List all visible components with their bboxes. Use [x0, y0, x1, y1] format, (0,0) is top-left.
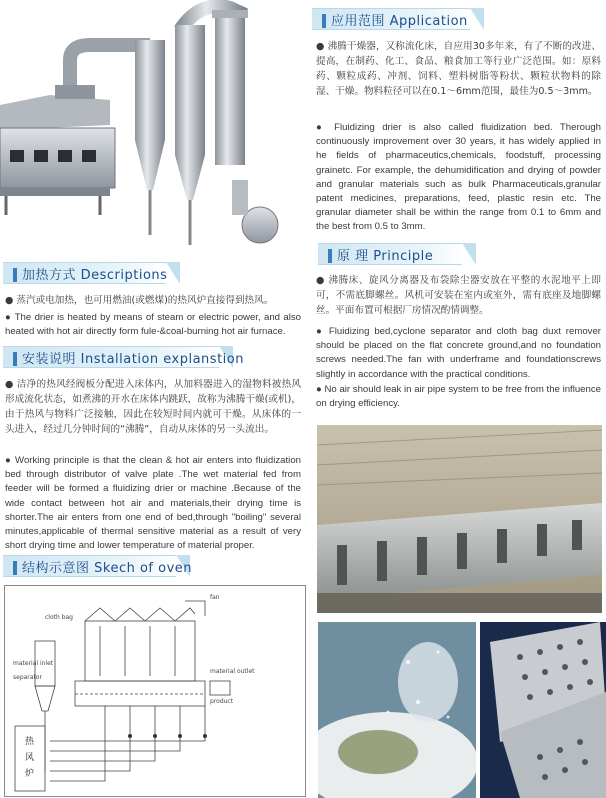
descriptions-title: 加热方式 Descriptions — [22, 267, 168, 283]
installation-title: 安装说明 Installation explanstion — [22, 351, 244, 367]
principle-title: 原 理 Principle — [337, 248, 434, 264]
sketch-label-fan: fan — [210, 594, 220, 601]
sketch-label-material-inlet: material inlet — [13, 660, 54, 667]
application-cn-text: ● 沸腾干燥器，又称流化床，自应用30多年来，有了不断的改进、提高，在制药、化工、食品、粮食加工等行业广泛范围。如：原料药、颗粒成药、冲剂、饲料、塑料树脂等粉状、颗粒状物料的除湿、干燥。物料粒径可以在0.1～6mm范围，最佳为0.5～3mm。 — [316, 41, 601, 97]
principle-en-text-2: ● No air should leak in air pipe system to be free from the influence on drying efficiency. — [316, 384, 601, 410]
installation-cn-text: ● 洁净的热风经阀板分配进入床体内，从加料器进入的湿物料被热风形成流化状态，如煮沸的开水在床体内跳跃，故称为沸腾干燥(或机)，由于热风与物料广泛接触，因此在较短时间内就可干燥。从床体的一头进入，经过几分钟时间的“沸腾”，自动从床体的另一头流出。 — [5, 379, 301, 435]
factory-photo — [317, 425, 602, 613]
sketch-label-separator: separator — [13, 674, 42, 681]
header-marker-icon — [13, 268, 17, 282]
sketch-title: 结构示意图 Skech of oven — [22, 560, 193, 576]
header-marker-icon — [13, 352, 17, 366]
header-marker-icon — [13, 561, 17, 575]
powder-material-photo — [318, 622, 476, 798]
descriptions-en-text: ● The drier is heated by means of steam or electric power, and also heated with hot air directly form fule-&coal-burning hot air furnace. — [5, 312, 301, 338]
application-title: 应用范围 Application — [331, 13, 468, 29]
application-header — [312, 8, 482, 30]
principle-en-text: ● Fluidizing bed,cyclone separator and cloth bag duxt remover should be placed on the flat concrete ground,and no foundation screws needed.The fan with underframe and foundationscrews slightly in accordance with the practical conditions. — [316, 326, 601, 380]
perforated-plate-photo — [480, 622, 606, 798]
sketch-label-stove-3: 炉 — [25, 769, 35, 779]
descriptions-header — [3, 262, 178, 284]
sketch-label-product: product — [210, 698, 234, 705]
sketch-label-material-outlet: material outlet — [210, 668, 255, 675]
header-marker-icon — [328, 249, 332, 263]
installation-en-text: ● Working principle is that the clean & hot air enters into fluidization bed through distributor of valve plate .The wet material fed from feeder will be formed a fluidizing drier or machine .Because of the wide contact between hot air and materials,their drying time is shorter.The air enters from one end of bed,through "boiling" several minutes,applicable of thermal sensitive material as a result of very short drying time and lower temperature of material proper. — [5, 455, 301, 552]
installation-header — [3, 346, 244, 368]
descriptions-cn-text: ● 蒸汽或电加热，也可用燃油(或燃煤)的热风炉直接得到热风。 — [5, 295, 274, 306]
sketch-label-stove-1: 热 — [25, 737, 35, 747]
principle-header — [318, 243, 473, 265]
sketch-label-cloth-bag: cloth bag — [45, 614, 73, 621]
sketch-label-stove-2: 风 — [25, 753, 35, 763]
principle-cn-text: ● 沸腾床、旋风分离器及布袋除尘器安放在平整的水泥地平上即可，不需底脚螺丝。风机可安装在室内或室外，需有底座及地脚螺丝。平面布置可根据厂房情况酌情调整。 — [316, 275, 601, 316]
sketch-diagram — [4, 585, 306, 797]
application-en-text: ● Fluidizing drier is also called fluidization bed. Therough continuously improvement over 30 years, it has widely applied in he fields of pharmaceutics,chemicals, foodstuff, processing grainetc. For example, the dehumidification and drying of powder and granular materials such as bulk Pharmaceuticals,granular patent medicines, preparations, feed, plastic resin etc. The granular diameter shall be within the range from 0.1 to 6mm and the best from 0.5 to 3mm. — [316, 122, 601, 233]
sketch-header — [3, 555, 193, 577]
header-marker-icon — [322, 14, 326, 28]
dryer-machine-photo — [0, 0, 300, 250]
